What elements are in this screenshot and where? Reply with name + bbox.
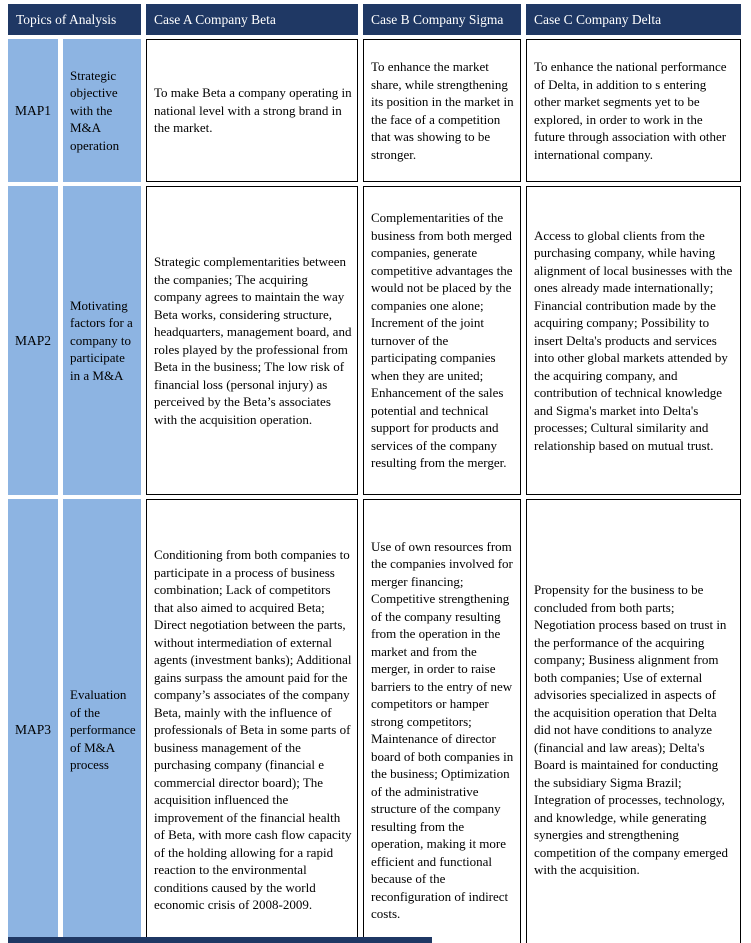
row-label-map1: MAP1 (8, 39, 58, 182)
table-row-map2 (8, 186, 741, 495)
row-label-map2: MAP2 (8, 186, 58, 495)
cell-map1-case-a: To make Beta a company operating in national level with a strong brand in the market. (146, 39, 358, 182)
row-label-map3: MAP3 (8, 499, 58, 943)
cell-map2-case-b: Complementarities of the business from both merged companies, generate competitive advantages the would not be placed by the companies one alone; Increment of the joint turnover of the participating companies when they are united; Enhancement of the sales potential and technical support for products and services of the company resulting from the merger. (363, 186, 521, 495)
cell-map2-case-c: Access to global clients from the purchasing company, while having alignment of local businesses with the ones already made internationally; Financial contribution made by the acquiring company; Possibility to insert Delta's products and services into other global markets attended by the acquiring company, and contribution of technical knowledge and Sigma's market into Delta's processes; Cultural similarity and relationship based on mutual trust. (526, 186, 741, 495)
header-case-a: Case A Company Beta (146, 4, 358, 35)
topic-cell-map2: Motivating factors for a company to participate in a M&A (63, 186, 141, 495)
header-case-b: Case B Company Sigma (363, 4, 521, 35)
table-row-map1 (8, 39, 741, 182)
header-row (8, 4, 741, 35)
table-bottom-border (8, 937, 432, 943)
cell-map3-case-b: Use of own resources from the companies involved for merger financing; Competitive strengthening of the company resulting from the operation in the market and from the merger, in order to raise barriers to the entry of new competitors or hamper strong competitors; Maintenance of director board of both companies in the business; Optimization of the administrative structure of the company resulting from the operation, making it more efficient and functional because of the reconfiguration of indirect costs. (363, 499, 521, 943)
header-case-c: Case C Company Delta (526, 4, 741, 35)
topic-cell-map1: Strategic objective with the M&A operation (63, 39, 141, 182)
table-row-map3 (8, 499, 741, 943)
cell-map3-case-a: Conditioning from both companies to participate in a process of business combination; Lack of competitors that also aimed to acquired Beta; Direct negotiation between the parts, without intermediation of external agents (investment banks); Additional gains surpass the amount paid for the company’s associates of the company Beta, mainly with the influence of professionals of Beta in some parts of business management of the purchasing company (financial e commercial director board); The acquisition influenced the improvement of the financial health of Beta, with more cash flow capacity of the holding allowing for a rapid reaction to the environmental conditions caused by the world economic crisis of 2008-2009. (146, 499, 358, 943)
topic-cell-map3: Evaluation of the performance of M&A process (63, 499, 141, 943)
cell-map2-case-a: Strategic complementarities between the companies; The acquiring company agrees to maintain the way Beta works, considering structure, headquarters, management board, and roles played by the professional from Beta in the business; The low risk of financial loss (personal injury) as perceived by the Beta’s associates with the acquisition operation. (146, 186, 358, 495)
cell-map3-case-c: Propensity for the business to be concluded from both parts; Negotiation process based on trust in the performance of the acquiring company; Business alignment from both companies; Use of external advisories specialized in aspects of the acquisition operation that Delta did not have conditions to analyze (financial and law areas); Delta's Board is maintained for conducting the subsidiary Sigma Brazil; Integration of processes, technology, and knowledge, while generating synergies and strengthening competition of the company emerged with the acquisition. (526, 499, 741, 943)
cell-map1-case-b: To enhance the market share, while strengthening its position in the market in the face of a competition that was showing to be stronger. (363, 39, 521, 182)
ma-cases-analysis-table (3, 0, 746, 943)
cell-map1-case-c: To enhance the national performance of Delta, in addition to s entering other market segments yet to be explored, in order to work in the future through association with other international company. (526, 39, 741, 182)
header-topics-of-analysis: Topics of Analysis (8, 4, 141, 35)
